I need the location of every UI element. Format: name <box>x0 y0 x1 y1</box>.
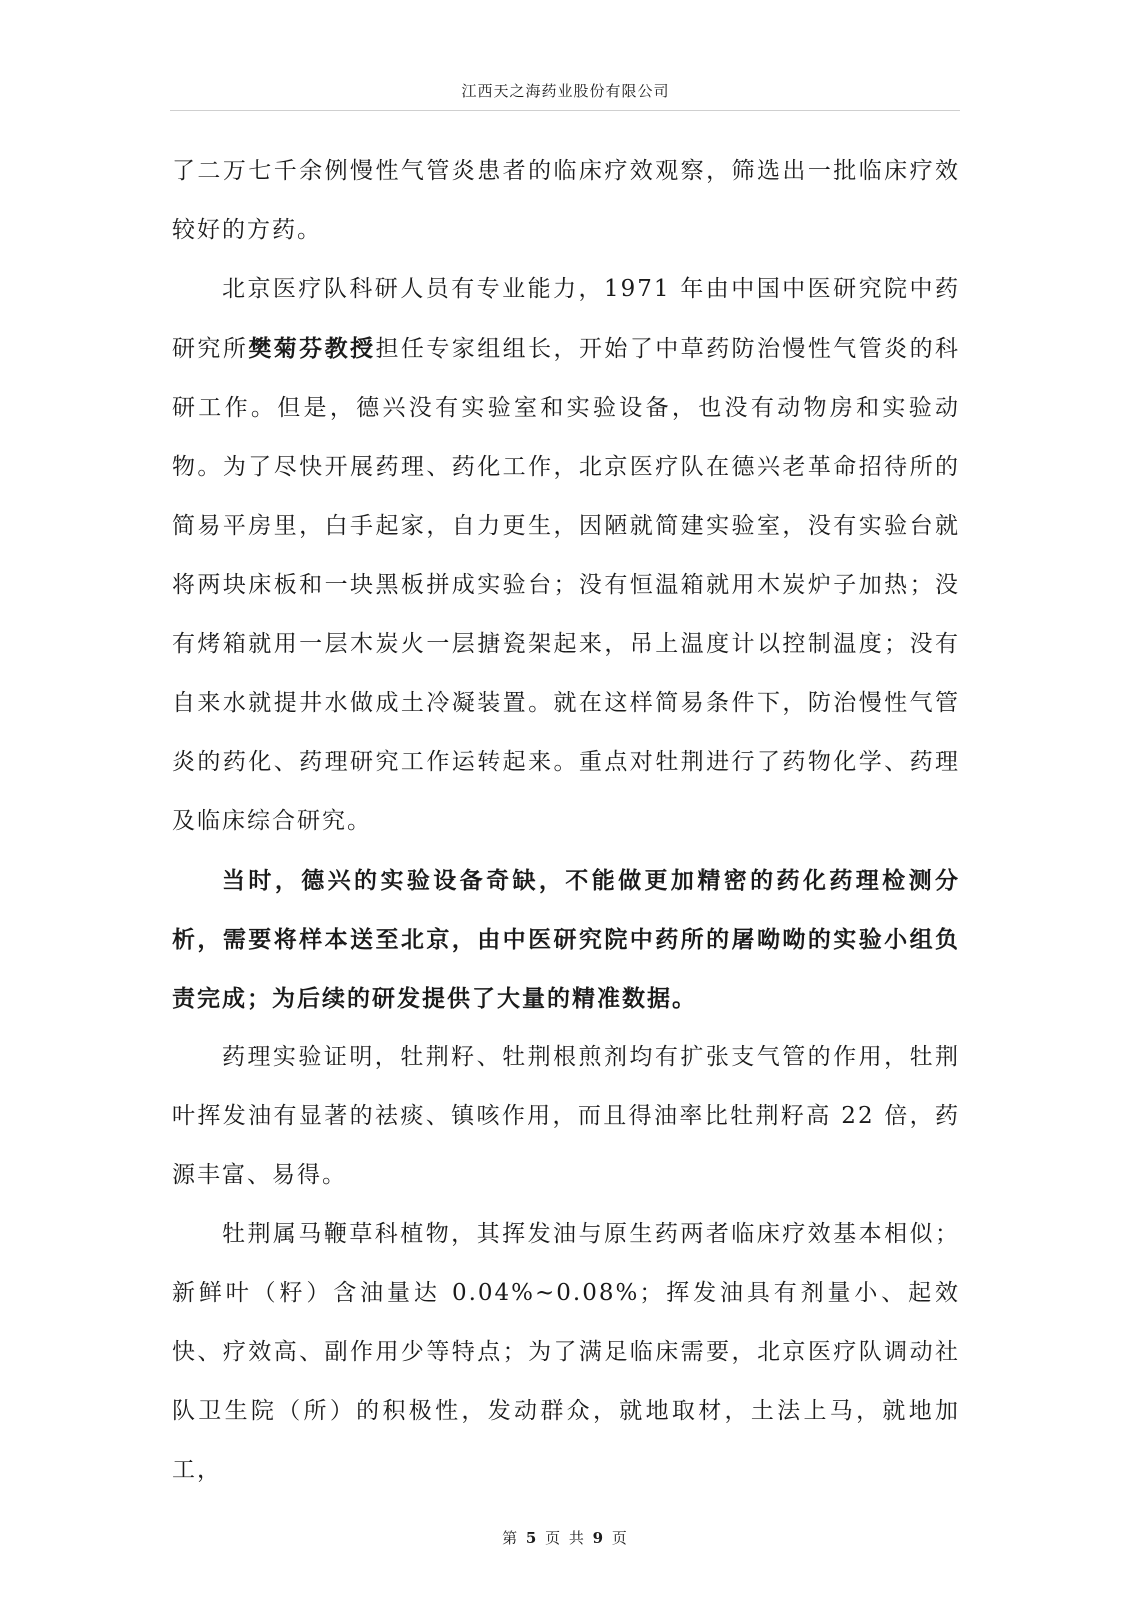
paragraph-2-part-1: 北京医疗队科研人员有专业能力，1971 年由中国中医研究院中药研究所 <box>172 276 960 362</box>
paragraph-2 <box>172 260 960 851</box>
paragraph-2-emphasis: 樊菊芬教授 <box>248 335 376 362</box>
header-divider <box>170 110 960 111</box>
footer-total-pages: 9 <box>592 1529 606 1547</box>
footer-prefix: 第 <box>502 1529 520 1547</box>
footer-current-page: 5 <box>525 1529 539 1547</box>
paragraph-3-bold: 当时，德兴的实验设备奇缺，不能做更加精密的药化药理检测分析，需要将样本送至北京，由中医研究院中药所的屠呦呦的实验小组负责完成；为后续的研发提供了大量的精准数据。 <box>172 867 960 1012</box>
page-footer <box>0 1527 1131 1548</box>
page-header <box>0 80 1131 101</box>
footer-suffix: 页 <box>611 1529 629 1547</box>
paragraph-2-part-2: 担任专家组组长，开始了中草药防治慢性气管炎的科研工作。但是，德兴没有实验室和实验设备，也没有动物房和实验动物。为了尽快开展药理、药化工作，北京医疗队在德兴老革命招待所的简易平房里，白手起家，自力更生，因陋就简建实验室，没有实验台就将两块床板和一块黑板拼成实验台；没有恒温箱就用木炭炉子加热；没有烤箱就用一层木炭火一层搪瓷架起来，吊上温度计以控制温度；没有自来水就提井水做成土冷凝装置。就在这样简易条件下，防治慢性气管炎的药化、药理研究工作运转起来。重点对牡荆进行了药物化学、药理及临床综合研究。 <box>172 336 961 834</box>
paragraph-4: 药理实验证明，牡荆籽、牡荆根煎剂均有扩张支气管的作用，牡荆叶挥发油有显著的祛痰、镇咳作用，而且得油率比牡荆籽高 22 倍，药源丰富、易得。 <box>172 1044 960 1188</box>
document-body <box>172 142 960 1500</box>
footer-middle: 页 共 <box>545 1529 586 1547</box>
paragraph-1: 了二万七千余例慢性气管炎患者的临床疗效观察，筛选出一批临床疗效较好的方药。 <box>172 158 960 243</box>
header-company-name: 江西天之海药业股份有限公司 <box>461 82 670 100</box>
paragraph-5: 牡荆属马鞭草科植物，其挥发油与原生药两者临床疗效基本相似；新鲜叶（籽）含油量达 0.04%~0.08%；挥发油具有剂量小、起效快、疗效高、副作用少等特点；为了满足临床需要，北京医疗队调动社队卫生院（所）的积极性，发动群众，就地取材，土法上马，就地加工， <box>172 1221 960 1483</box>
